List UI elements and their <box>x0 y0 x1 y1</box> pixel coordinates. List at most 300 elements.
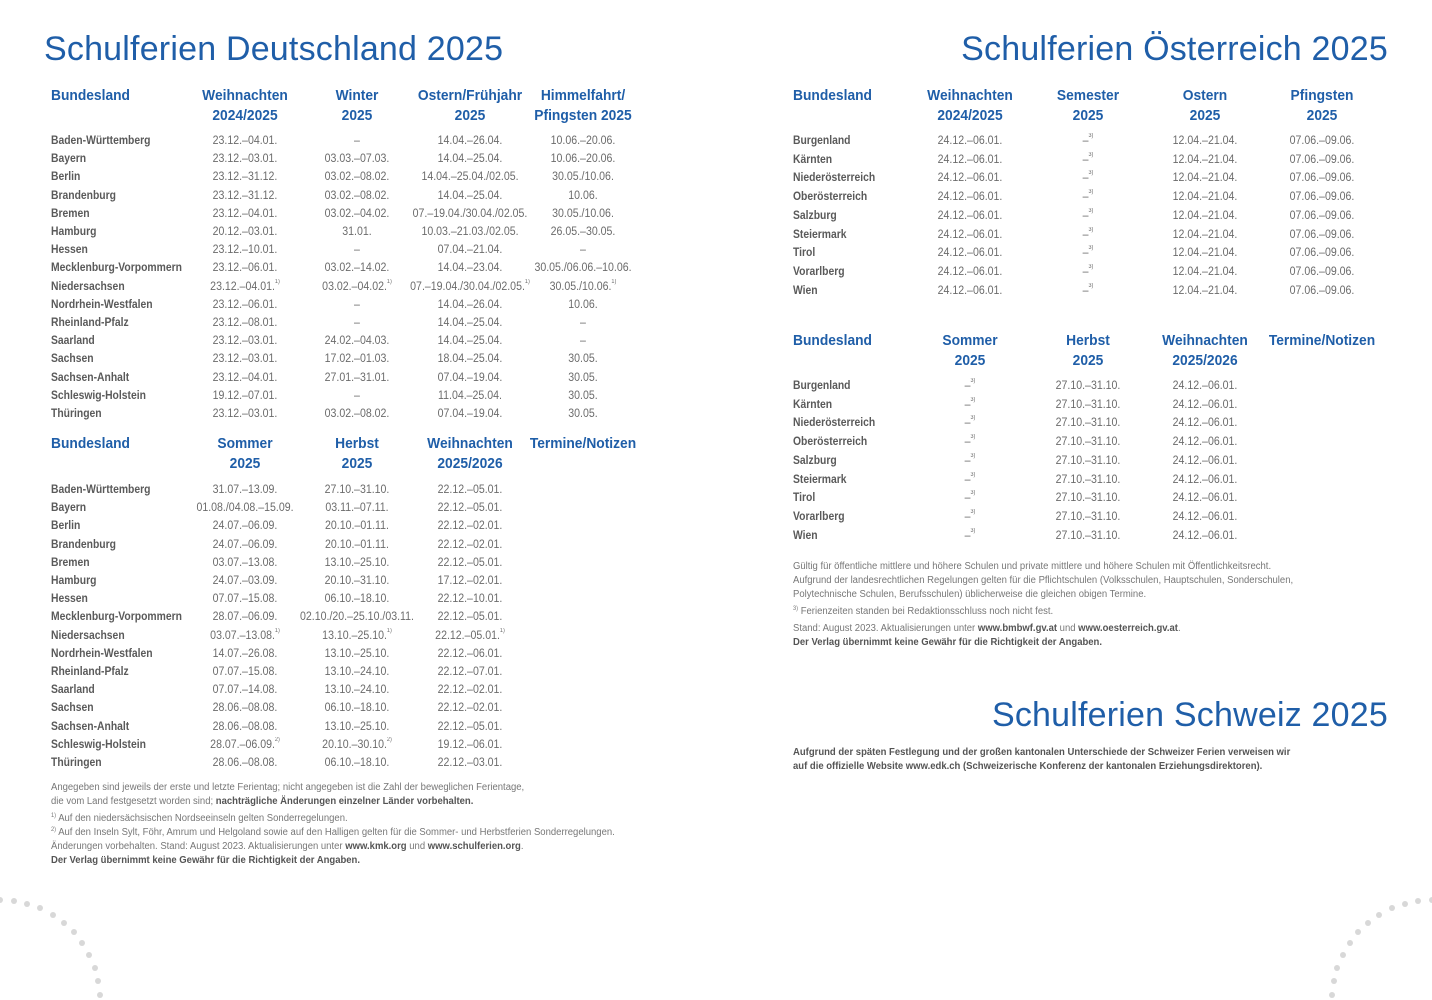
date-cell: 22.12.–05.01. <box>437 556 503 569</box>
date-cell: 01.08./04.08.–15.09. <box>196 502 294 515</box>
date-cell: 22.12.–05.01. <box>437 720 503 733</box>
column-header: Weihnachten 2025/2026 <box>427 435 513 472</box>
date-cell: 24.12.–06.01. <box>937 284 1003 297</box>
table-row <box>51 517 651 535</box>
date-cell: 23.12.–04.01. <box>212 371 278 384</box>
state-name: Sachsen-Anhalt <box>51 720 130 733</box>
date-cell: – <box>354 389 360 402</box>
date-cell: –$^{3)}$ <box>1082 207 1094 222</box>
date-cell: 27.10.–31.10. <box>324 484 390 496</box>
state-name: Tirol <box>793 492 816 505</box>
table-row <box>51 187 651 205</box>
date-cell: 22.12.–03.01. <box>437 757 503 769</box>
date-cell: 14.04.–25.04./02.05. <box>421 171 519 184</box>
state-name: Berlin <box>51 520 81 533</box>
date-cell: 06.10.–18.10. <box>324 593 390 606</box>
date-cell: –$^{3)}$ <box>964 415 976 430</box>
date-cell: 13.10.–25.10. <box>324 556 390 569</box>
column-header: Ostern/Frühjahr 2025 <box>417 87 523 124</box>
date-cell: –$^{3)}$ <box>964 490 976 505</box>
date-cell: 26.05.–30.05. <box>550 226 616 238</box>
date-cell: 24.12.–06.01. <box>937 265 1003 278</box>
date-cell: 07.04.–19.04. <box>437 371 503 384</box>
table-row <box>51 645 651 663</box>
date-cell: 20.10.–30.10.$^{2)}$ <box>322 736 392 751</box>
state-name: Niedersachsen <box>51 280 125 293</box>
decorative-dot <box>50 912 56 918</box>
date-cell: 20.12.–03.01. <box>212 226 278 238</box>
table-row <box>51 699 651 717</box>
state-name: Thüringen <box>51 408 102 420</box>
date-cell: 12.04.–21.04. <box>1172 228 1238 241</box>
date-cell: – <box>580 335 586 348</box>
table-row <box>793 151 1393 169</box>
decorative-dot <box>95 978 101 984</box>
table-row <box>51 663 651 681</box>
date-cell: 24.12.–06.01. <box>937 153 1003 166</box>
state-name: Rheinland-Pfalz <box>51 317 129 329</box>
date-cell: –$^{3)}$ <box>964 508 976 523</box>
date-cell: 30.05./10.06. <box>552 171 614 184</box>
date-cell: – <box>354 135 360 147</box>
date-cell: –$^{3)}$ <box>1082 170 1094 185</box>
date-cell: 30.05. <box>568 408 598 420</box>
date-cell: 23.12.–04.01.$^{1)}$ <box>210 278 280 293</box>
date-cell: 12.04.–21.04. <box>1172 209 1238 222</box>
state-name: Steiermark <box>793 473 847 486</box>
column-header: Sommer 2025 <box>217 435 273 472</box>
date-cell: 13.10.–24.10. <box>324 684 390 697</box>
state-name: Berlin <box>51 171 81 184</box>
date-cell: 14.04.–25.04. <box>437 189 503 202</box>
date-cell: 28.06.–08.08. <box>212 757 278 769</box>
date-cell: 23.12.–08.01. <box>212 317 278 329</box>
table-row <box>51 150 651 168</box>
date-cell: 14.04.–23.04. <box>437 262 503 275</box>
date-cell: 23.12.–03.01. <box>212 408 278 420</box>
date-cell: 30.05./10.06.$^{1)}$ <box>549 278 617 293</box>
decorative-dot <box>79 940 85 946</box>
date-cell: –$^{3)}$ <box>1082 226 1094 241</box>
date-cell: 31.07.–13.09. <box>212 484 278 496</box>
state-name: Sachsen <box>51 702 94 715</box>
table-row <box>51 278 651 296</box>
column-header: Winter 2025 <box>335 87 379 124</box>
date-cell: 31.01. <box>342 226 372 238</box>
decorative-dot <box>1365 920 1371 926</box>
date-cell: –$^{3)}$ <box>1082 133 1094 147</box>
date-cell: 10.06.–20.06. <box>550 135 616 147</box>
decorative-dot <box>1331 978 1337 984</box>
state-name: Mecklenburg-Vorpommern <box>51 262 182 275</box>
date-cell: 22.12.–02.01. <box>437 702 503 715</box>
date-cell: 23.12.–04.01. <box>212 207 278 220</box>
state-name: Salzburg <box>793 209 837 222</box>
column-header: Herbst 2025 <box>1066 332 1110 369</box>
decorative-dot <box>24 901 30 907</box>
link-kmk[interactable]: www.kmk.org <box>345 841 407 852</box>
date-cell: 03.02.–08.02. <box>324 408 390 420</box>
decorative-dot <box>0 897 3 903</box>
date-cell: 27.10.–31.10. <box>1055 473 1121 486</box>
column-header: Bundesland <box>51 87 130 104</box>
date-cell: 06.10.–18.10. <box>324 702 390 715</box>
date-cell: 27.10.–31.10. <box>1055 380 1121 392</box>
state-name: Vorarlberg <box>793 265 845 278</box>
date-cell: 24.12.–06.01. <box>1172 417 1238 430</box>
decorative-dot <box>1389 905 1395 911</box>
date-cell: 24.12.–06.01. <box>1172 492 1238 505</box>
date-cell: 30.05. <box>568 389 598 402</box>
state-name: Wien <box>793 284 818 297</box>
title-austria: Schulferien Österreich 2025 <box>961 30 1388 68</box>
table-row <box>51 259 651 277</box>
germany-note-update: Änderungen vorbehalten. Stand: August 2023. Aktualisierungen unter www.kmk.org und www.schulferien.org. <box>51 841 524 852</box>
date-cell: 18.04.–25.04. <box>437 353 503 366</box>
date-cell: 11.04.–25.04. <box>438 389 502 402</box>
decorative-dot <box>37 905 43 911</box>
state-name: Brandenburg <box>51 189 116 202</box>
state-name: Thüringen <box>51 757 102 769</box>
decorative-dot <box>11 898 17 904</box>
date-cell: 28.07.–06.09. <box>212 611 278 624</box>
table-row <box>51 499 651 517</box>
table-row <box>51 481 651 499</box>
state-name: Brandenburg <box>51 538 116 551</box>
decorative-dot <box>86 952 92 958</box>
date-cell: 14.04.–26.04. <box>437 298 503 311</box>
column-header: Termine/Notizen <box>529 435 637 452</box>
date-cell: 24.07.–06.09. <box>212 520 278 533</box>
state-name: Bremen <box>51 207 90 220</box>
date-cell: 19.12.–06.01. <box>437 738 503 751</box>
decorative-dot <box>1376 912 1382 918</box>
table-row <box>51 241 651 259</box>
date-cell: 27.10.–31.10. <box>1055 529 1121 542</box>
date-cell: 12.04.–21.04. <box>1172 172 1238 185</box>
column-header: Ostern 2025 <box>1182 87 1228 124</box>
date-cell: 03.02.–08.02. <box>324 189 390 202</box>
date-cell: 24.07.–03.09. <box>212 575 278 587</box>
table-row <box>793 433 1393 451</box>
table-row <box>793 188 1393 206</box>
table-row <box>51 627 651 645</box>
date-cell: 24.12.–06.01. <box>937 228 1003 241</box>
table-row <box>51 332 651 350</box>
link-oesterreich[interactable]: www.oesterreich.gv.at <box>1078 623 1178 634</box>
date-cell: 24.12.–06.01. <box>1172 380 1238 392</box>
state-name: Vorarlberg <box>793 510 845 523</box>
state-name: Nordrhein-Westfalen <box>51 647 153 660</box>
date-cell: 22.12.–10.01. <box>437 593 503 606</box>
table-row <box>793 508 1393 526</box>
link-schulferien[interactable]: www.schulferien.org <box>427 841 521 852</box>
date-cell: 27.10.–31.10. <box>1055 436 1121 449</box>
date-cell: –$^{3)}$ <box>964 452 976 467</box>
decorative-dot <box>1355 929 1361 935</box>
decorative-dot <box>1347 940 1353 946</box>
table-row <box>51 536 651 554</box>
table-row <box>51 405 651 423</box>
date-cell: –$^{3)}$ <box>1082 282 1094 297</box>
date-cell: 22.12.–05.01. <box>437 611 503 624</box>
date-cell: 27.10.–31.10. <box>1055 492 1121 505</box>
date-cell: 07.–19.04./30.04./02.05. <box>412 207 528 220</box>
column-header: Weihnachten 2025/2026 <box>1162 332 1248 369</box>
date-cell: 24.12.–06.01. <box>937 191 1003 204</box>
date-cell: 22.12.–02.01. <box>437 520 503 533</box>
state-name: Kärnten <box>793 153 833 166</box>
table-row <box>51 608 651 626</box>
date-cell: 27.01.–31.01. <box>324 371 390 384</box>
date-cell: 13.10.–25.10.$^{1)}$ <box>322 627 392 642</box>
title-germany: Schulferien Deutschland 2025 <box>44 30 504 68</box>
date-cell: 07.–19.04./30.04./02.05.$^{1)}$ <box>410 278 530 293</box>
state-name: Kärnten <box>793 398 833 411</box>
table-row <box>51 554 651 572</box>
state-name: Sachsen <box>51 353 94 366</box>
date-cell: –$^{3)}$ <box>1082 263 1094 278</box>
date-cell: 24.12.–06.01. <box>1172 454 1238 467</box>
column-header: Bundesland <box>793 332 872 349</box>
date-cell: 03.03.–07.03. <box>324 153 390 166</box>
table-row <box>793 263 1393 281</box>
switzerland-text <box>793 746 1290 774</box>
date-cell: 03.02.–04.02.$^{1)}$ <box>322 278 392 293</box>
date-cell: 07.04.–19.04. <box>437 408 503 420</box>
date-cell: –$^{3)}$ <box>964 396 976 411</box>
column-header: Sommer 2025 <box>942 332 998 369</box>
date-cell: 13.10.–25.10. <box>324 720 390 733</box>
date-cell: –$^{3)}$ <box>964 471 976 486</box>
state-name: Hessen <box>51 593 88 606</box>
date-cell: 20.10.–01.11. <box>325 520 389 533</box>
germany-disclaimer: Der Verlag übernimmt keine Gewähr für die Richtigkeit der Angaben. <box>51 855 361 866</box>
state-name: Nordrhein-Westfalen <box>51 298 153 311</box>
state-name: Burgenland <box>793 135 851 147</box>
date-cell: – <box>354 244 360 257</box>
state-name: Tirol <box>793 247 816 260</box>
date-cell: 07.06.–09.06. <box>1289 153 1355 166</box>
date-cell: 24.12.–06.01. <box>1172 529 1238 542</box>
table-row <box>51 590 651 608</box>
state-name: Steiermark <box>793 228 847 241</box>
switzerland-line1: Aufgrund der späten Festlegung und der großen kantonalen Unterschiede der Schweizer Ferien verweisen wir <box>793 747 1291 758</box>
date-cell: – <box>354 317 360 329</box>
date-cell: 07.06.–09.06. <box>1289 284 1355 297</box>
date-cell: 23.12.–03.01. <box>212 353 278 366</box>
state-name: Wien <box>793 529 818 542</box>
table-row <box>51 572 651 590</box>
date-cell: 14.04.–25.04. <box>437 335 503 348</box>
date-cell: 27.10.–31.10. <box>1055 398 1121 411</box>
title-switzerland: Schulferien Schweiz 2025 <box>991 696 1388 734</box>
state-name: Oberösterreich <box>793 436 868 449</box>
table-row <box>793 169 1393 187</box>
date-cell: 07.04.–21.04. <box>437 244 503 257</box>
date-cell: 07.06.–09.06. <box>1289 228 1355 241</box>
table-row <box>51 132 651 150</box>
state-name: Niederösterreich <box>793 417 876 430</box>
date-cell: 23.12.–31.12. <box>212 171 278 184</box>
state-name: Hessen <box>51 244 88 257</box>
date-cell: 24.12.–06.01. <box>1172 473 1238 486</box>
austria-note-line2: Aufgrund der landesrechtlichen Regelungen gelten für die Pflichtschulen (Volksschulen, Hauptschulen, Sonderschulen, <box>793 575 1294 586</box>
column-header: Weihnachten 2024/2025 <box>927 87 1013 124</box>
date-cell: 03.11.–07.11. <box>325 502 389 515</box>
date-cell: 22.12.–02.01. <box>437 538 503 551</box>
date-cell: 30.05./06.06.–10.06. <box>534 262 632 275</box>
table-row <box>793 414 1393 432</box>
table-row <box>793 226 1393 244</box>
date-cell: 24.12.–06.01. <box>1172 398 1238 411</box>
decorative-dot <box>1340 952 1346 958</box>
germany-note-line1: Angegeben sind jeweils der erste und letzte Ferientag; nicht angegeben ist die Zahl der beweglichen Ferientage, <box>51 782 525 793</box>
column-header: Weihnachten 2024/2025 <box>202 87 288 124</box>
date-cell: 03.07.–13.08.$^{1)}$ <box>210 627 280 642</box>
date-cell: 14.04.–25.04. <box>437 153 503 166</box>
state-name: Hamburg <box>51 575 97 587</box>
date-cell: 23.12.–31.12. <box>212 189 278 202</box>
date-cell: 20.10.–31.10. <box>324 575 390 587</box>
date-cell: 23.12.–10.01. <box>212 244 278 257</box>
date-cell: 14.07.–26.08. <box>212 647 278 660</box>
state-name: Salzburg <box>793 454 837 467</box>
table-row <box>51 350 651 368</box>
austria-notes <box>793 560 1293 650</box>
column-header: Pfingsten 2025 <box>1290 87 1354 124</box>
table-row <box>793 396 1393 414</box>
austria-footnote-3: $^{3)}$ Ferienzeiten standen bei Redaktionsschluss noch nicht fest. <box>793 606 1054 617</box>
date-cell: 30.05. <box>568 353 598 366</box>
state-name: Bremen <box>51 556 90 569</box>
column-header: Bundesland <box>51 435 130 452</box>
table-row <box>51 718 651 736</box>
link-bmbwf[interactable]: www.bmbwf.gv.at <box>977 623 1058 634</box>
date-cell: 20.10.–01.11. <box>325 538 389 551</box>
state-name: Niederösterreich <box>793 172 876 185</box>
date-cell: –$^{3)}$ <box>1082 245 1094 260</box>
decorative-dot <box>71 929 77 935</box>
austria-disclaimer: Der Verlag übernimmt keine Gewähr für die Richtigkeit der Angaben. <box>793 637 1103 648</box>
date-cell: 10.03.–21.03./02.05. <box>421 226 519 238</box>
state-name: Bayern <box>51 153 87 166</box>
date-cell: 24.12.–06.01. <box>937 135 1003 147</box>
date-cell: 24.07.–06.09. <box>212 538 278 551</box>
germany-note-line2: die vom Land festgesetzt worden sind; nachträgliche Änderungen einzelner Länder vorbehalten. <box>51 796 474 807</box>
state-name: Niedersachsen <box>51 629 125 642</box>
date-cell: 23.12.–06.01. <box>212 262 278 275</box>
date-cell: 17.02.–01.03. <box>324 353 390 366</box>
date-cell: 24.12.–06.01. <box>1172 436 1238 449</box>
date-cell: 30.05. <box>568 371 598 384</box>
date-cell: 23.12.–04.01. <box>212 135 278 147</box>
table-row <box>51 369 651 387</box>
decorative-dot <box>92 965 98 971</box>
date-cell: 07.06.–09.06. <box>1289 135 1355 147</box>
table-row <box>793 244 1393 262</box>
decorative-dot <box>1402 901 1408 907</box>
date-cell: 07.06.–09.06. <box>1289 265 1355 278</box>
date-cell: 28.06.–08.08. <box>212 720 278 733</box>
date-cell: – <box>580 244 586 257</box>
date-cell: 07.07.–14.08. <box>212 684 278 697</box>
date-cell: 23.12.–03.01. <box>212 153 278 166</box>
table-row <box>793 207 1393 225</box>
table-row <box>793 452 1393 470</box>
date-cell: 17.12.–02.01. <box>437 575 503 587</box>
date-cell: 12.04.–21.04. <box>1172 191 1238 204</box>
date-cell: 03.02.–14.02. <box>324 262 390 275</box>
date-cell: 28.06.–08.08. <box>212 702 278 715</box>
date-cell: 07.07.–15.08. <box>212 666 278 678</box>
date-cell: 13.10.–24.10. <box>324 666 390 678</box>
austria-note-update: Stand: August 2023. Aktualisierungen unter www.bmbwf.gv.at und www.oesterreich.gv.at. <box>793 623 1181 634</box>
austria-note-line1: Gültig für öffentliche mittlere und höhere Schulen und private mittlere und höhere Schulen mit Öffentlichkeitsrecht. <box>793 561 1272 572</box>
germany-footnote-1: $^{1)}$ Auf den niedersächsischen Nordseeinseln gelten Sonderregelungen. <box>51 813 348 824</box>
state-name: Saarland <box>51 335 95 348</box>
date-cell: 06.10.–18.10. <box>324 757 390 769</box>
germany-notes <box>51 781 615 868</box>
table-row <box>793 489 1393 507</box>
state-name: Rheinland-Pfalz <box>51 666 129 678</box>
state-name: Mecklenburg-Vorpommern <box>51 611 182 624</box>
table-row <box>51 296 651 314</box>
table-row <box>51 754 651 772</box>
date-cell: 07.06.–09.06. <box>1289 247 1355 260</box>
date-cell: 24.12.–06.01. <box>937 209 1003 222</box>
state-name: Schleswig-Holstein <box>51 389 146 402</box>
date-cell: 12.04.–21.04. <box>1172 135 1238 147</box>
state-name: Baden-Württemberg <box>51 484 151 496</box>
date-cell: 28.07.–06.09.$^{2)}$ <box>210 736 280 751</box>
state-name: Burgenland <box>793 380 851 392</box>
state-name: Baden-Württemberg <box>51 135 151 147</box>
date-cell: 27.10.–31.10. <box>1055 510 1121 523</box>
date-cell: 12.04.–21.04. <box>1172 265 1238 278</box>
date-cell: 22.12.–02.01. <box>437 684 503 697</box>
date-cell: 19.12.–07.01. <box>212 389 278 402</box>
date-cell: 22.12.–05.01. <box>437 484 503 496</box>
date-cell: 12.04.–21.04. <box>1172 153 1238 166</box>
table-row <box>51 736 651 754</box>
date-cell: 07.07.–15.08. <box>212 593 278 606</box>
decorative-dot <box>61 920 67 926</box>
table-row <box>793 527 1393 545</box>
state-name: Saarland <box>51 684 95 697</box>
state-name: Bayern <box>51 502 87 515</box>
date-cell: 10.06. <box>568 298 598 311</box>
date-cell: 07.06.–09.06. <box>1289 191 1355 204</box>
column-header: Semester 2025 <box>1056 87 1120 124</box>
date-cell: 24.12.–06.01. <box>937 172 1003 185</box>
date-cell: 22.12.–07.01. <box>437 666 503 678</box>
austria-note-line3: Polytechnische Schulen, Berufsschulen) üblicherweise die gleichen obigen Termine. <box>793 589 1147 600</box>
table-row <box>793 132 1393 150</box>
date-cell: 27.10.–31.10. <box>1055 454 1121 467</box>
date-cell: 10.06.–20.06. <box>550 153 616 166</box>
date-cell: –$^{3)}$ <box>1082 151 1094 166</box>
date-cell: 22.12.–05.01.$^{1)}$ <box>435 627 505 642</box>
date-cell: 14.04.–26.04. <box>437 135 503 147</box>
table-row <box>51 387 651 405</box>
decorative-dot <box>1329 992 1335 998</box>
germany-footnote-2: $^{2)}$ Auf den Inseln Sylt, Föhr, Amrum und Helgoland sowie auf den Halligen gelten für die Sommer- und Herbstferien Sonderregelungen. <box>51 827 615 838</box>
date-cell: – <box>580 317 586 329</box>
date-cell: 24.12.–06.01. <box>1172 510 1238 523</box>
date-cell: 07.06.–09.06. <box>1289 172 1355 185</box>
table-row <box>793 377 1393 395</box>
